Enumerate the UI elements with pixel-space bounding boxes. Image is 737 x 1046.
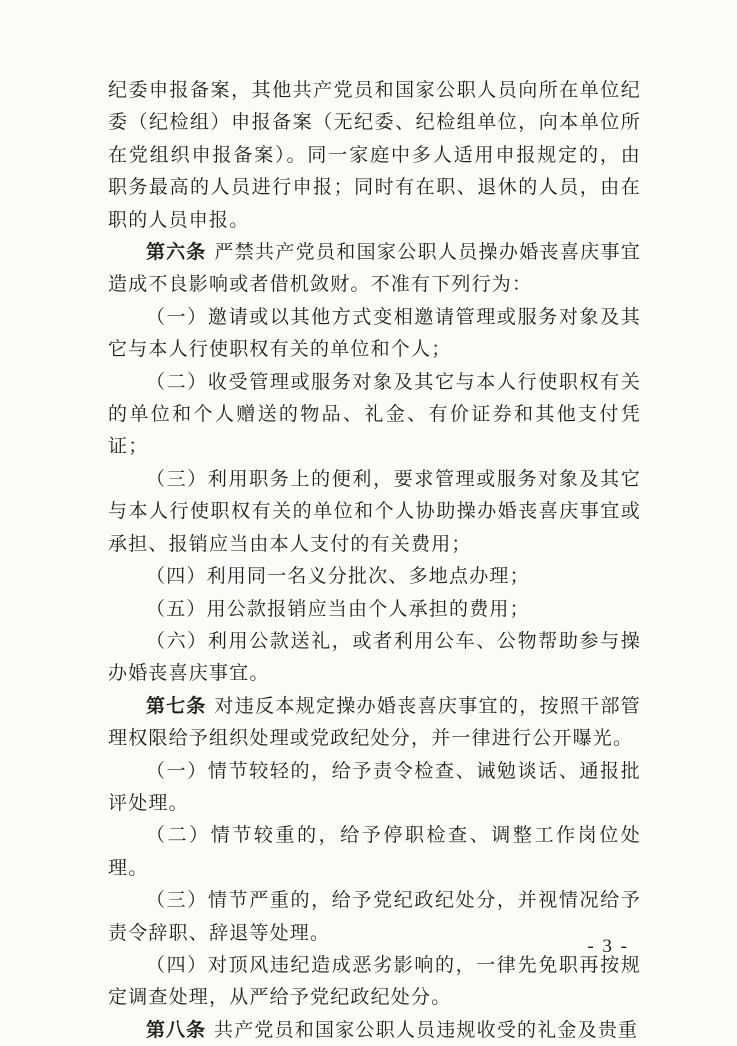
paragraph-text: （六）利用公款送礼，或者利用公车、公物帮助参与操办婚丧喜庆事宜。 [108, 629, 641, 685]
paragraph-text: （一）情节较轻的，给予责令检查、诫勉谈话、通报批评处理。 [108, 759, 641, 814]
paragraph-text: （三）利用职务上的便利，要求管理或服务对象及其它与本人行使职权有关的单位和个人协助操办婚丧喜庆事宜或承担、报销应当由本人支付的有关费用； [108, 467, 641, 555]
list-item [108, 560, 641, 592]
paragraph-text: （三）情节严重的，给予党纪政纪处分，并视情况给予责令辞职、辞退等处理。 [108, 889, 641, 944]
paragraph-text: 对违反本规定操办婚丧喜庆事宜的，按照干部管理权限给予组织处理或党政纪处分，并一律进行公开曝光。 [108, 694, 641, 750]
paragraph-text: 共产党员和国家公职人员违规收受的礼金及贵重 [214, 1018, 639, 1041]
article-heading: 第七条 [146, 694, 207, 717]
list-item [108, 463, 641, 560]
paragraph-continued [108, 74, 641, 236]
list-item [108, 755, 641, 820]
list-item [108, 301, 641, 366]
list-item [108, 819, 641, 884]
paragraph-text: 纪委申报备案，其他共产党员和国家公职人员向所在单位纪委（纪检组）申报备案（无纪委、纪检组单位，向本单位所在党组织申报备案）。同一家庭中多人适用申报规定的，由职务最高的人员进行申报；同时有在职、退休的人员，由在职的人员申报。 [108, 79, 641, 231]
article-heading: 第六条 [146, 241, 207, 264]
article-heading: 第八条 [146, 1018, 207, 1041]
paragraph-text: （四）利用同一名义分批次、多地点办理； [146, 565, 530, 588]
paragraph-article-8 [108, 1014, 641, 1046]
paragraph-article-7 [108, 690, 641, 755]
paragraph-text: （四）对顶风违纪造成恶劣影响的，一律先免职再按规定调查处理，从严给予党纪政纪处分。 [108, 953, 641, 1009]
paragraph-text: （一）邀请或以其他方式变相邀请管理或服务对象及其它与本人行使职权有关的单位和个人； [108, 305, 641, 361]
list-item [108, 366, 641, 463]
paragraph-text: 严禁共产党员和国家公职人员操办婚丧喜庆事宜造成不良影响或者借机敛财。不准有下列行为： [108, 241, 641, 296]
paragraph-article-6 [108, 236, 641, 301]
paragraph-text: （五）用公款报销应当由个人承担的费用； [146, 597, 530, 620]
list-item [108, 884, 641, 949]
page-number: - 3 - [587, 936, 629, 957]
paragraph-text: （二）收受管理或服务对象及其它与本人行使职权有关的单位和个人赠送的物品、礼金、有价证券和其他支付凭证； [108, 370, 641, 458]
list-item [108, 949, 641, 1014]
list-item [108, 593, 641, 625]
paragraph-text: （二）情节较重的，给予停职检查、调整工作岗位处理。 [108, 824, 641, 879]
list-item [108, 625, 641, 690]
